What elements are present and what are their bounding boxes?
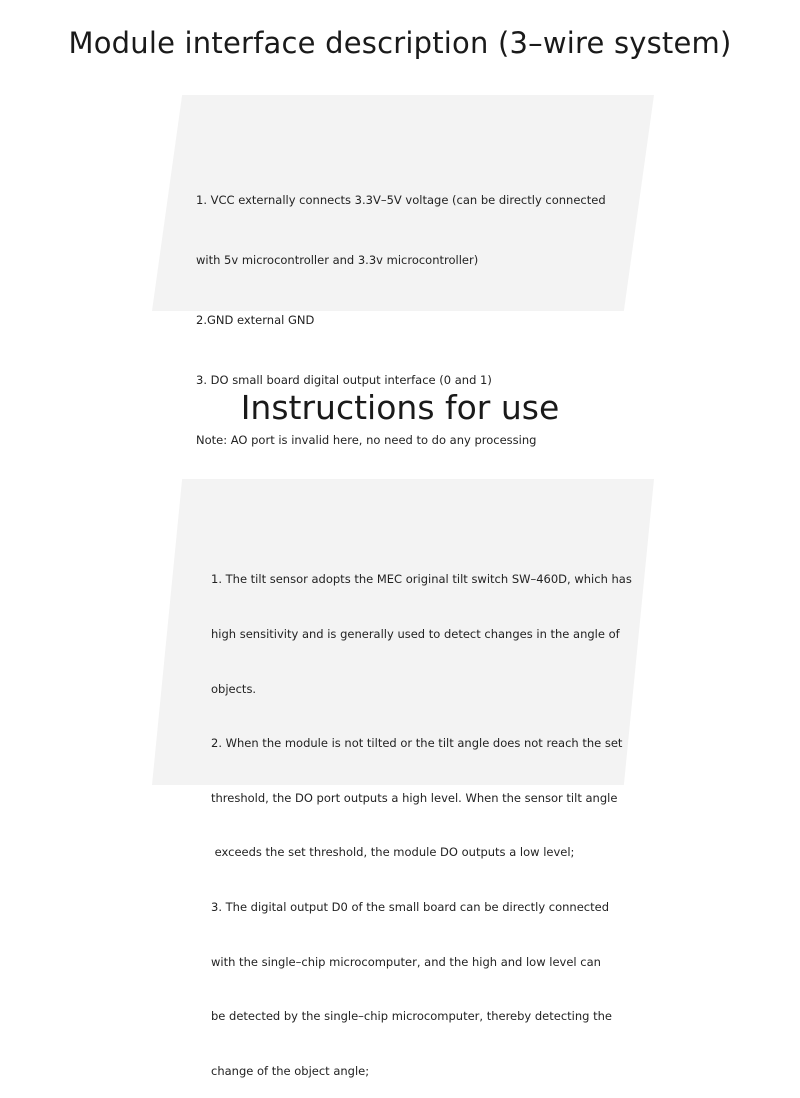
instructions-line-10: change of the object angle; <box>211 1063 370 1078</box>
interface-line-1: 1. VCC externally connects 3.3V–5V voltage (can be directly connected <box>196 193 606 207</box>
instructions-line-3: objects. <box>211 681 257 696</box>
instructions-line-6: exceeds the set threshold, the module DO outputs a low level; <box>211 845 575 860</box>
interface-line-5: Note: AO port is invalid here, no need to do any processing <box>196 433 537 447</box>
interface-line-4: 3. DO small board digital output interface (0 and 1) <box>196 373 492 387</box>
instructions-line-5: threshold, the DO port outputs a high level. When the sensor tilt angle <box>211 790 618 805</box>
instructions-text <box>211 534 632 1098</box>
instructions-line-4: 2. When the module is not tilted or the tilt angle does not reach the set <box>211 736 623 751</box>
interface-line-3: 2.GND external GND <box>196 313 315 327</box>
interface-line-2: with 5v microcontroller and 3.3v microcontroller) <box>196 253 479 267</box>
instructions-line-8: with the single–chip microcomputer, and the high and low level can <box>211 954 601 969</box>
instructions-line-7: 3. The digital output D0 of the small board can be directly connected <box>211 900 609 915</box>
section-title-interface: Module interface description (3–wire system) <box>68 26 732 60</box>
instructions-line-2: high sensitivity and is generally used to detect changes in the angle of <box>211 627 620 642</box>
instructions-line-1: 1. The tilt sensor adopts the MEC original tilt switch SW–460D, which has <box>211 572 632 587</box>
section-title-instructions: Instructions for use <box>240 388 560 427</box>
instructions-line-9: be detected by the single–chip microcomputer, thereby detecting the <box>211 1009 612 1024</box>
